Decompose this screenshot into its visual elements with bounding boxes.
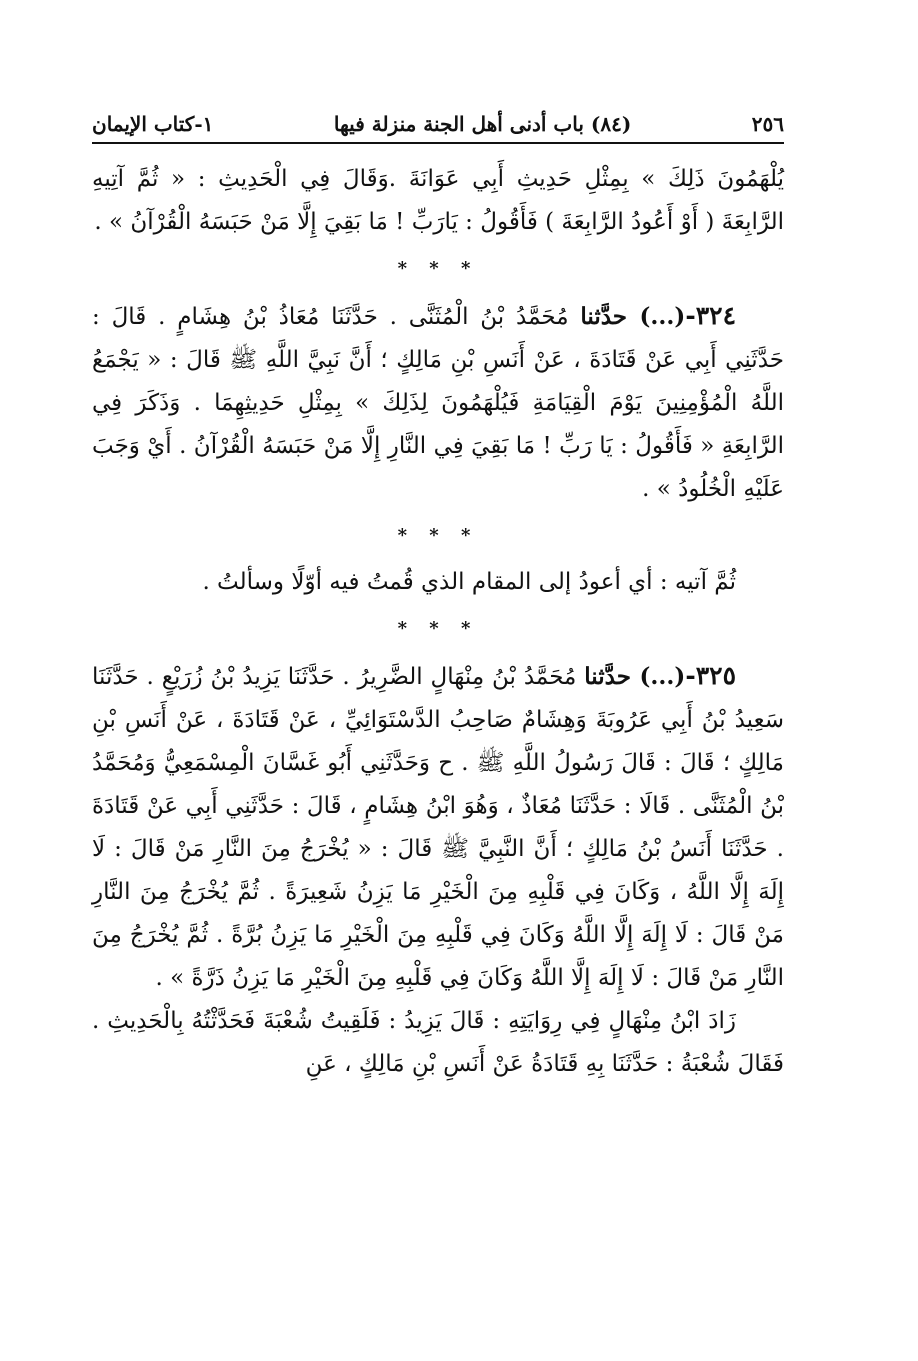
hadith-number: ٣٢٤- — [685, 301, 737, 330]
paragraph-addition: زَادَ ابْنُ مِنْهَالٍ فِي رِوَايَتِهِ : قَالَ يَزِيدُ : فَلَقِيتُ شُعْبَةَ فَحَدَّثْتُهُ بِالْحَدِيثِ . فَقَالَ شُعْبَةُ : حَدَّثَنَا بِهِ قَتَادَةُ عَنْ أَنَسِ بْنِ مَالِكٍ ، عَنِ — [92, 1008, 784, 1077]
paragraph-continuation: يُلْهَمُونَ ذَلِكَ » بِمِثْلِ حَدِيثِ أَبِي عَوَانَةَ .وَقَالَ فِي الْحَدِيثِ : « ثُمَّ آتِيهِ الرَّابِعَةَ ( أَوْ أَعُودُ الرَّابِعَةَ ) فَأَقُولُ : يَارَبِّ ! مَا بَقِيَ إِلَّا مَنْ حَبَسَهُ الْقُرْآنُ » . — [92, 166, 784, 235]
book-page — [92, 112, 784, 1086]
section-separator: * * * — [397, 618, 479, 639]
hadith-text: مُحَمَّدُ بْنُ الْمُثَنَّى . حَدَّثَنَا مُعَاذُ بْنُ هِشَامٍ . قَالَ : حَدَّثَنِي أَبِي عَنْ قَتَادَةَ ، عَنْ أَنَسِ بْنِ مَالِكٍ ؛ أَنَّ نَبِيَّ اللَّهِ ﷺ قَالَ : « يَجْمَعُ اللَّهُ الْمُؤْمِنِينَ يَوْمَ الْقِيَامَةِ فَيُلْهَمُونَ لِذَلِكَ » بِمِثْلِ حَدِيثِهِمَا . وَذَكَرَ فِي الرَّابِعَةِ « فَأَقُولُ : يَا رَبِّ ! مَا بَقِيَ فِي النَّارِ إِلَّا مَنْ حَبَسَهُ الْقُرْآنُ . أَيْ وَجَبَ عَلَيْهِ الْخُلُودُ » . — [92, 304, 784, 502]
page-number: ٢٥٦ — [751, 112, 784, 136]
hadith-lead: (...) حدَّثنا — [584, 663, 686, 690]
book-title: ١-كتاب الإيمان — [92, 112, 214, 136]
hadith-number: ٣٢٥- — [685, 661, 737, 690]
chapter-title: (٨٤) باب أدنى أهل الجنة منزلة فيها — [333, 112, 632, 136]
hadith-325 — [92, 654, 784, 1000]
explanatory-note: ثُمَّ آتيه : أي أعودُ إلى المقام الذي قُمتُ فيه أوّلًا وسألتُ . — [202, 569, 736, 595]
hadith-lead: (...) حدَّثنا — [580, 303, 686, 330]
running-header — [92, 112, 784, 144]
hadith-324 — [92, 294, 784, 511]
section-separator: * * * — [397, 258, 479, 279]
section-separator: * * * — [397, 525, 479, 546]
hadith-text: مُحَمَّدُ بْنُ مِنْهَالٍ الضَّرِيرُ . حَدَّثَنَا يَزِيدُ بْنُ زُرَيْعٍ . حَدَّثَنَا سَعِيدُ بْنُ أَبِي عَرُوبَةَ وَهِشَامٌ صَاحِبُ الدَّسْتَوَائِيِّ ، عَنْ قَتَادَةَ ، عَنْ أَنَسِ بْنِ مَالِكٍ ؛ قَالَ : قَالَ رَسُولُ اللَّهِ ﷺ . ح وَحَدَّثَنِي أَبُو غَسَّانَ الْمِسْمَعِيُّ وَمُحَمَّدُ بْنُ الْمُثَنَّى . قَالَا : حَدَّثَنَا مُعَاذٌ ، وَهُوَ ابْنُ هِشَامٍ ، قَالَ : حَدَّثَنِي أَبِي عَنْ قَتَادَةَ . حَدَّثَنَا أَنَسُ بْنُ مَالِكٍ ؛ أَنَّ النَّبِيَّ ﷺ قَالَ : « يُخْرَجُ مِنَ النَّارِ مَنْ قَالَ : لَا إِلَهَ إِلَّا اللَّهُ ، وَكَانَ فِي قَلْبِهِ مِنَ الْخَيْرِ مَا يَزِنُ شَعِيرَةً . ثُمَّ يُخْرَجُ مِنَ النَّارِ مَنْ قَالَ : لَا إِلَهَ إِلَّا اللَّهُ وَكَانَ فِي قَلْبِهِ مِنَ الْخَيْرِ مَا يَزِنُ بُرَّةً . ثُمَّ يُخْرَجُ مِنَ النَّارِ مَنْ قَالَ : لَا إِلَهَ إِلَّا اللَّهُ وَكَانَ فِي قَلْبِهِ مِنَ الْخَيْرِ مَا يَزِنُ ذَرَّةً » . — [92, 664, 784, 991]
